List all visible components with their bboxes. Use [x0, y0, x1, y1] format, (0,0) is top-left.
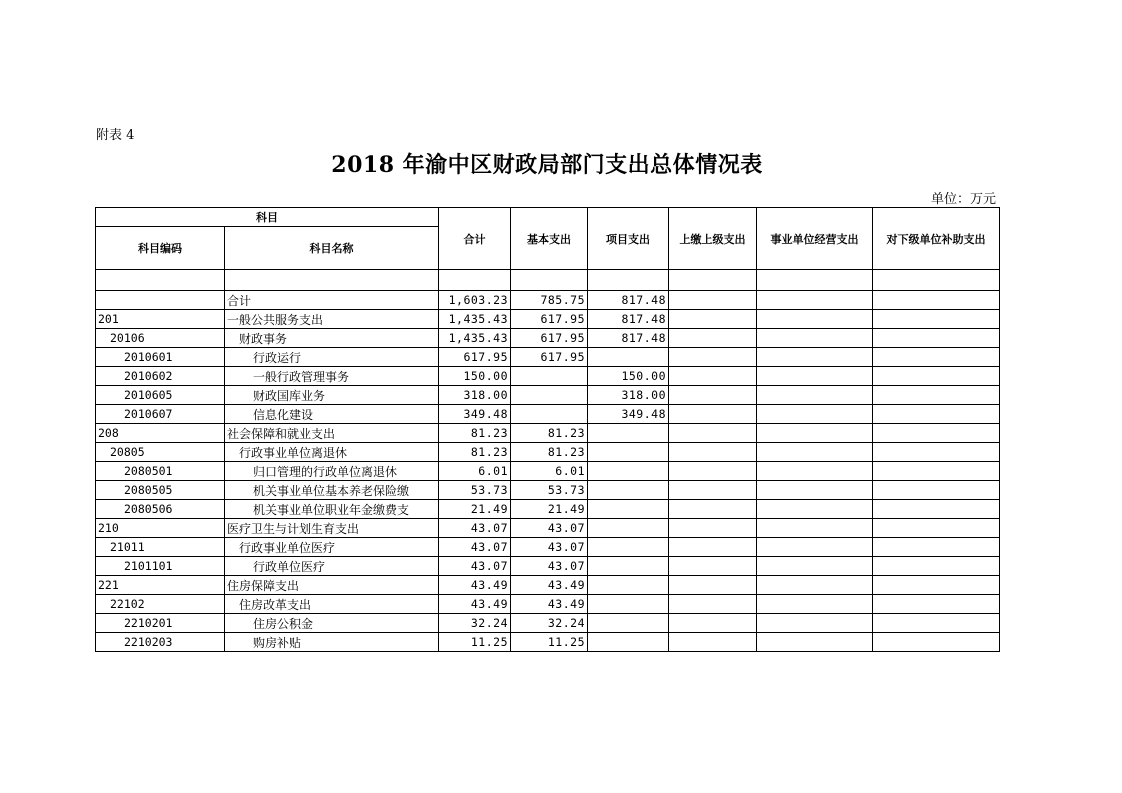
cell-total: 43.07: [439, 519, 511, 538]
cell-business: [757, 386, 873, 405]
cell-code: 2080501: [96, 462, 225, 481]
cell-project: [588, 595, 669, 614]
cell-subsidy: [873, 500, 1000, 519]
cell-upper: [669, 462, 757, 481]
cell-subsidy: [873, 443, 1000, 462]
cell-upper: [669, 576, 757, 595]
cell-project: [588, 348, 669, 367]
cell-project: 349.48: [588, 405, 669, 424]
table-row: [96, 481, 1000, 500]
cell-business: [757, 519, 873, 538]
cell-subsidy: [873, 367, 1000, 386]
cell-total: 53.73: [439, 481, 511, 500]
cell-code: 2010602: [96, 367, 225, 386]
cell-subsidy: [873, 310, 1000, 329]
cell-name: 一般行政管理事务: [225, 367, 439, 386]
cell-name: 财政国库业务: [225, 386, 439, 405]
cell-upper: [669, 614, 757, 633]
table-row: [96, 367, 1000, 386]
cell-basic: 81.23: [511, 443, 588, 462]
cell-business: [757, 310, 873, 329]
cell-name: 行政单位医疗: [225, 557, 439, 576]
cell-project: [588, 576, 669, 595]
cell-business: [757, 405, 873, 424]
table-row: [96, 538, 1000, 557]
cell-code: 2010607: [96, 405, 225, 424]
cell-total: 349.48: [439, 405, 511, 424]
cell-upper: [669, 557, 757, 576]
header-total: 合计: [439, 208, 511, 270]
cell-code: 2010601: [96, 348, 225, 367]
cell-name: 机关事业单位基本养老保险缴: [225, 481, 439, 500]
cell-total: 617.95: [439, 348, 511, 367]
cell-subsidy: [873, 386, 1000, 405]
cell-subsidy: [873, 538, 1000, 557]
table-row: [96, 310, 1000, 329]
cell-project: [588, 557, 669, 576]
appendix-label: 附表 4: [96, 128, 135, 143]
cell-subsidy: [873, 576, 1000, 595]
cell-subsidy: [873, 633, 1000, 652]
cell-upper: [669, 291, 757, 310]
cell-subsidy: [873, 614, 1000, 633]
cell-total: 81.23: [439, 443, 511, 462]
cell-upper: [669, 424, 757, 443]
cell-basic: 43.07: [511, 557, 588, 576]
cell-total: 150.00: [439, 367, 511, 386]
page-title: 2018 年渝中区财政局部门支出总体情况表: [331, 152, 763, 178]
table-row: [96, 595, 1000, 614]
cell-code: 22102: [96, 595, 225, 614]
table-row: [96, 557, 1000, 576]
cell-total: 32.24: [439, 614, 511, 633]
header-name: 科目名称: [225, 227, 439, 270]
cell-basic: 53.73: [511, 481, 588, 500]
cell-project: [588, 500, 669, 519]
cell-basic: 43.07: [511, 519, 588, 538]
cell-upper: [669, 348, 757, 367]
cell-project: 817.48: [588, 329, 669, 348]
cell-total: 318.00: [439, 386, 511, 405]
header-upper: 上缴上级支出: [669, 208, 757, 270]
cell-upper: [669, 500, 757, 519]
cell-code: 210: [96, 519, 225, 538]
table-row: [96, 291, 1000, 310]
cell-total: 11.25: [439, 633, 511, 652]
cell-subsidy: [873, 481, 1000, 500]
cell-business: [757, 557, 873, 576]
header-code: 科目编码: [96, 227, 225, 270]
cell-name: 合计: [225, 291, 439, 310]
cell-project: [588, 424, 669, 443]
cell-basic: 32.24: [511, 614, 588, 633]
unit-label: 单位：万元: [930, 192, 996, 207]
cell-name: 住房公积金: [225, 614, 439, 633]
cell-project: 817.48: [588, 310, 669, 329]
spacer-row: [96, 270, 1000, 291]
cell-upper: [669, 633, 757, 652]
cell-basic: [511, 386, 588, 405]
cell-basic: 43.49: [511, 595, 588, 614]
cell-upper: [669, 538, 757, 557]
header-business: 事业单位经营支出: [757, 208, 873, 270]
cell-subsidy: [873, 291, 1000, 310]
cell-subsidy: [873, 329, 1000, 348]
cell-business: [757, 424, 873, 443]
cell-subsidy: [873, 348, 1000, 367]
cell-name: 信息化建设: [225, 405, 439, 424]
cell-code: 2101101: [96, 557, 225, 576]
cell-name: 行政运行: [225, 348, 439, 367]
cell-business: [757, 595, 873, 614]
table-body: [96, 291, 1000, 652]
cell-name: 住房改革支出: [225, 595, 439, 614]
cell-business: [757, 614, 873, 633]
cell-total: 81.23: [439, 424, 511, 443]
cell-name: 归口管理的行政单位离退休: [225, 462, 439, 481]
cell-name: 社会保障和就业支出: [225, 424, 439, 443]
cell-basic: 21.49: [511, 500, 588, 519]
cell-project: [588, 462, 669, 481]
table-row: [96, 576, 1000, 595]
cell-business: [757, 481, 873, 500]
cell-basic: 11.25: [511, 633, 588, 652]
cell-upper: [669, 386, 757, 405]
cell-project: [588, 614, 669, 633]
cell-subsidy: [873, 519, 1000, 538]
cell-code: 20106: [96, 329, 225, 348]
table-row: [96, 386, 1000, 405]
table-row: [96, 462, 1000, 481]
cell-code: 20805: [96, 443, 225, 462]
cell-project: [588, 443, 669, 462]
cell-business: [757, 462, 873, 481]
cell-basic: 785.75: [511, 291, 588, 310]
table-row: [96, 500, 1000, 519]
cell-total: 21.49: [439, 500, 511, 519]
cell-upper: [669, 405, 757, 424]
cell-basic: 43.07: [511, 538, 588, 557]
cell-upper: [669, 519, 757, 538]
cell-business: [757, 633, 873, 652]
cell-upper: [669, 481, 757, 500]
cell-project: 817.48: [588, 291, 669, 310]
cell-name: 行政事业单位医疗: [225, 538, 439, 557]
cell-business: [757, 443, 873, 462]
cell-business: [757, 348, 873, 367]
cell-upper: [669, 443, 757, 462]
cell-business: [757, 329, 873, 348]
cell-code: 21011: [96, 538, 225, 557]
cell-subsidy: [873, 462, 1000, 481]
cell-total: 43.07: [439, 557, 511, 576]
cell-name: 财政事务: [225, 329, 439, 348]
cell-business: [757, 367, 873, 386]
cell-basic: 43.49: [511, 576, 588, 595]
cell-project: 150.00: [588, 367, 669, 386]
header-subject-group: 科目: [96, 208, 439, 227]
cell-code: [96, 291, 225, 310]
cell-basic: 617.95: [511, 348, 588, 367]
cell-business: [757, 538, 873, 557]
cell-name: 购房补贴: [225, 633, 439, 652]
cell-code: 2010605: [96, 386, 225, 405]
cell-total: 1,435.43: [439, 329, 511, 348]
cell-code: 2210203: [96, 633, 225, 652]
table-row: [96, 348, 1000, 367]
cell-subsidy: [873, 405, 1000, 424]
table-row: [96, 443, 1000, 462]
table-row: [96, 405, 1000, 424]
cell-name: 住房保障支出: [225, 576, 439, 595]
cell-name: 医疗卫生与计划生育支出: [225, 519, 439, 538]
cell-total: 43.49: [439, 576, 511, 595]
cell-total: 6.01: [439, 462, 511, 481]
cell-upper: [669, 367, 757, 386]
cell-upper: [669, 595, 757, 614]
cell-project: [588, 633, 669, 652]
cell-name: 行政事业单位离退休: [225, 443, 439, 462]
cell-code: 201: [96, 310, 225, 329]
cell-upper: [669, 329, 757, 348]
cell-total: 43.07: [439, 538, 511, 557]
cell-project: [588, 481, 669, 500]
cell-basic: 617.95: [511, 329, 588, 348]
cell-subsidy: [873, 557, 1000, 576]
table-row: [96, 614, 1000, 633]
cell-code: 2080506: [96, 500, 225, 519]
cell-basic: 81.23: [511, 424, 588, 443]
table-row: [96, 329, 1000, 348]
cell-business: [757, 500, 873, 519]
cell-code: 2210201: [96, 614, 225, 633]
cell-project: [588, 519, 669, 538]
cell-business: [757, 576, 873, 595]
cell-basic: [511, 367, 588, 386]
cell-code: 208: [96, 424, 225, 443]
table-row: [96, 519, 1000, 538]
header-project: 项目支出: [588, 208, 669, 270]
cell-total: 43.49: [439, 595, 511, 614]
cell-basic: 6.01: [511, 462, 588, 481]
cell-business: [757, 291, 873, 310]
cell-project: 318.00: [588, 386, 669, 405]
expenditure-table: [95, 207, 1000, 652]
cell-name: 一般公共服务支出: [225, 310, 439, 329]
table-row: [96, 424, 1000, 443]
table-row: [96, 633, 1000, 652]
cell-basic: [511, 405, 588, 424]
cell-name: 机关事业单位职业年金缴费支: [225, 500, 439, 519]
cell-basic: 617.95: [511, 310, 588, 329]
cell-total: 1,603.23: [439, 291, 511, 310]
header-subsidy: 对下级单位补助支出: [873, 208, 1000, 270]
cell-code: 2080505: [96, 481, 225, 500]
cell-project: [588, 538, 669, 557]
header-basic: 基本支出: [511, 208, 588, 270]
cell-subsidy: [873, 595, 1000, 614]
cell-upper: [669, 310, 757, 329]
cell-subsidy: [873, 424, 1000, 443]
cell-code: 221: [96, 576, 225, 595]
cell-total: 1,435.43: [439, 310, 511, 329]
